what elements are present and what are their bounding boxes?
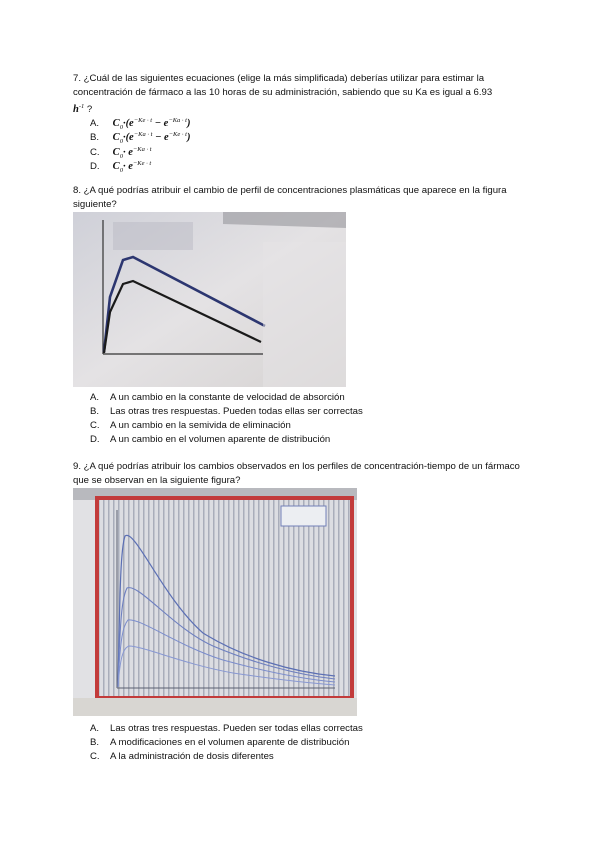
q9-option-c[interactable]: C. A la administración de dosis diferentes	[90, 751, 274, 762]
q8-option-a[interactable]: A. A un cambio en la constante de velocidad de absorción	[90, 392, 345, 403]
q9-option-b[interactable]: B. A modificaciones en el volumen aparente de distribución	[90, 737, 350, 748]
figure-bottom-band	[73, 698, 357, 716]
blurred-right-region	[263, 242, 346, 387]
q8-option-d[interactable]: D. A un cambio en el volumen aparente de distribución	[90, 434, 331, 445]
question-7-text: 7. ¿Cuál de las siguientes ecuaciones (elige la más simplificada) deberías utilizar para estimar la concentración de fármaco a las 10 horas de su administración, sabiendo que su Ka es igual a 6.93 $h^{-1}$ ?	[73, 73, 493, 115]
question-9-text: 9. ¿A qué podrías atribuir los cambios observados en los perfiles de concentración-tiempo de un fármaco que se observan en la siguiente figura?	[73, 461, 520, 486]
unit-h-inverse: $h^{-1}$	[73, 103, 85, 115]
q7-option-d[interactable]: D. $C_0\cdot e^{-Ke \cdot t}$	[90, 160, 152, 175]
q8-option-b[interactable]: B. Las otras tres respuestas. Pueden todas ellas ser correctas	[90, 406, 363, 417]
q7-option-a[interactable]: A. $C_0\cdot(e^{-Ke \cdot t} - e^{-Ka \cdot t})$	[90, 117, 191, 132]
q8-option-c[interactable]: C. A un cambio en la semivida de eliminación	[90, 420, 291, 431]
q7-option-b[interactable]: B. $C_0\cdot(e^{-Ka \cdot t} - e^{-Ke \cdot t})$	[90, 131, 191, 146]
legend-box	[281, 506, 326, 526]
multiple-curves-figure	[73, 488, 357, 716]
blurred-inset-text	[113, 222, 193, 250]
q9-option-a[interactable]: A. Las otras tres respuestas. Pueden ser todas ellas correctas	[90, 723, 363, 734]
moire-stripes	[97, 498, 352, 698]
question-8-text: 8. ¿A qué podrías atribuir el cambio de perfil de concentraciones plasmáticas que aparece en la figura siguiente?	[73, 185, 507, 210]
q7-option-c[interactable]: C. $C_0\cdot e^{-Ka \cdot t}$	[90, 146, 152, 161]
concentration-profile-figure	[73, 212, 346, 387]
